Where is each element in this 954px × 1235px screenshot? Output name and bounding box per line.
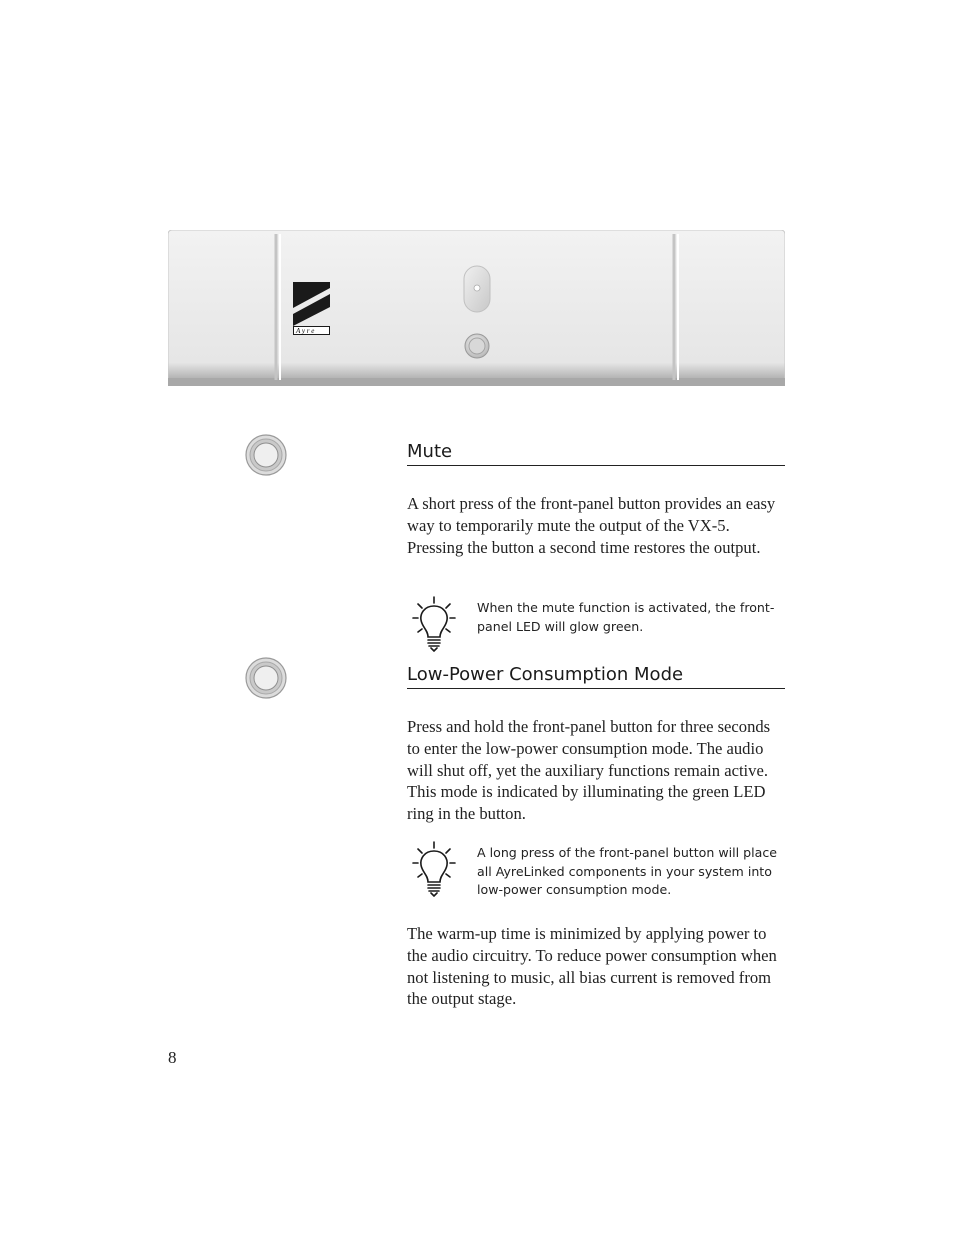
lightbulb-icon-2 [412,841,456,897]
front-panel-illustration [168,230,785,386]
low-power-body-2: The warm-up time is minimized by applying power to the audio circuitry. To reduce power consumption when not listening to music, all bias current is removed from the output stage. [407,924,777,1009]
low-power-tip-text: A long press of the front-panel button will place all AyreLinked components in your system into low-power consumption mode. [477,845,778,898]
lightbulb-icon [412,596,456,652]
logo-wordmark: A y r e [296,327,315,335]
low-power-body: Press and hold the front-panel button for three seconds to enter the low-power consumption mode. The audio will shut off, yet the auxiliary functions remain active. This mode is indicated by illuminating the green LED ring in the button. [407,717,771,824]
page-number: 8 [168,1048,177,1067]
mute-body: A short press of the front-panel button provides an easy way to temporarily mute the output of the VX-5. Pressing the button a second time restores the output. [407,494,776,557]
front-panel-button-icon [245,434,287,476]
front-panel-button-icon-2 [245,657,287,699]
low-power-heading: Low-Power Consumption Mode [407,664,785,689]
mute-tip-text: When the mute function is activated, the front-panel LED will glow green. [477,600,775,634]
mute-heading: Mute [407,441,785,466]
front-panel-drawing [168,230,785,386]
